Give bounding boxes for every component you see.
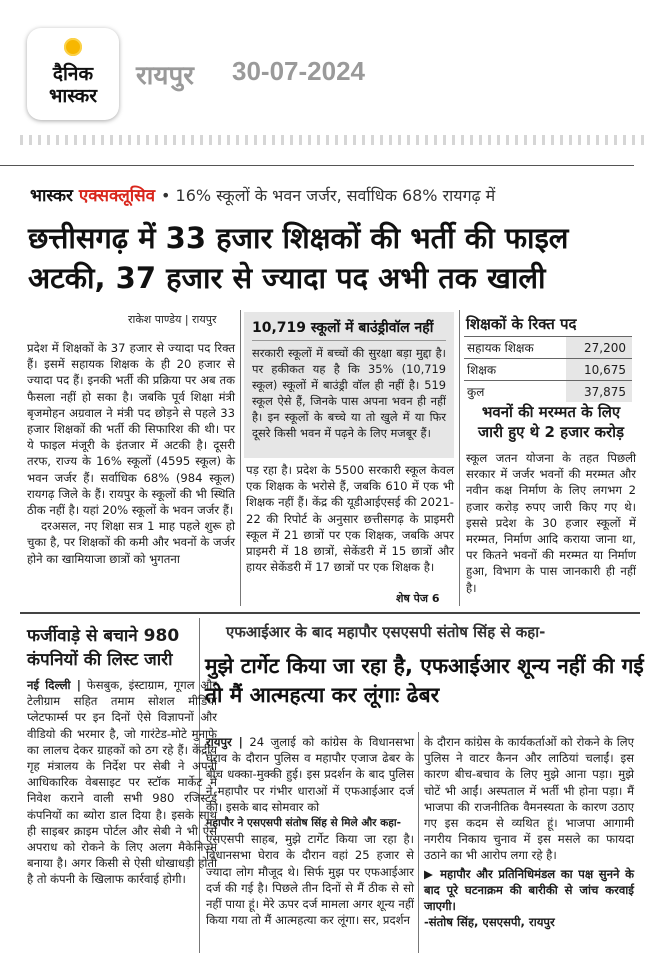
publication-date: 30-07-2024	[232, 56, 365, 86]
table-row	[464, 381, 632, 403]
boundary-wall-box	[244, 312, 454, 458]
kicker-subhead: • 16% स्कूलों के भवन जर्जर, सर्वाधिक 68% रायगढ़ में	[161, 186, 496, 205]
kicker-exclusive: एक्सक्लूसिव	[78, 186, 156, 206]
table-cell-value: 10,675	[566, 359, 632, 381]
repair-subheadline: भवनों की मरम्मत के लिए जारी हुए थे 2 हजार करोड़	[477, 403, 625, 441]
box-body: सरकारी स्कूलों में बच्चों की सुरक्षा बड़ा मुद्दा है। पर हकीकत यह है कि 35% (10,719 स्कूल) स्कूलों में बाउंड्री वॉल ही नहीं है। 519 स्कूल ऐसे हैं, जिनके पास अपना भवन ही नहीं है। इन स्कूलों के बच्चे या तो खुले में या फिर दूसरे किसी भवन में पढ़ने के लिए मजबूर हैं।	[252, 346, 446, 440]
table-row	[464, 359, 632, 381]
logo-line1: दैनिक	[52, 63, 94, 85]
byline: राकेश पाण्डेय | रायपुर	[128, 313, 217, 326]
box-title: 10,719 स्कूलों में बाउंड्रीवॉल नहीं	[252, 318, 446, 341]
quote-attribution: -संतोष सिंह, एसएसपी, रायपुर	[424, 915, 555, 930]
main-headline: छत्तीसगढ़ में 33 हजार शिक्षकों की भर्ती की फाइल अटकी, 37 हजार से ज्यादा पद अभी तक खाली	[28, 221, 569, 295]
column-rule	[459, 310, 460, 606]
kicker-brand: भास्कर	[30, 186, 73, 206]
sun-icon	[64, 38, 82, 56]
story-text: के दौरान कांग्रेस के कार्यकर्ताओं को रोकने के लिए पुलिस ने वाटर कैनन और लाठियां चलाईं। इस कारण बीच-बचाव के लिए मुझे आना पड़ा। मुझे चोटें भी आईं। अस्पताल में भर्ती भी होना पड़ा। मैं भाजपा की राजनीतिक वैमनस्यता के कारण उठाए गए इस कदम से व्यथित हूं। भाजपा आगामी नगरीय निकाय चुनाव में इस मसले का फायदा उठाने का भी आरोप लगा रहे है।	[424, 735, 634, 863]
page-top-strip	[20, 135, 650, 145]
table-cell-label: शिक्षक	[464, 359, 566, 381]
main-story-column-2: पड़ रहा है। प्रदेश के 5500 सरकारी स्कूल केवल एक शिक्षक के भरोसे हैं, जबकि 610 में एक भी शिक्षक नहीं हैं। केंद्र की यूडीआईएसई की 2021-22 की रिपोर्ट के अनुसार छत्तीसगढ़ के प्राइमरी स्कूल में 21 छात्रों पर एक शिक्षक, जबकि अपर प्राइमरी में 18 छात्रों, सेकेंडरी में 15 छात्रों और हायर सेकेंडरी में 17 छात्रों पर एक शिक्षक है।	[246, 463, 454, 575]
main-story-column-1	[27, 340, 235, 567]
sebi-headline: फर्जीवाड़े से बचाने 980 कंपनियों की लिस्ट जारी	[27, 626, 180, 670]
sebi-story-body	[27, 677, 217, 888]
story-subhead: महापौर ने एसएसपी संतोष सिंह से मिले और कहा-	[206, 817, 402, 830]
column-rule	[240, 310, 241, 606]
paragraph: प्रदेश में शिक्षकों के 37 हजार से ज्यादा पद रिक्त हैं। इसमें सहायक शिक्षक के ही 20 हजार से ज्यादा पद हैं। इनकी भर्ती की प्रक्रिया पर अब तक फैसला नहीं हो सका है। जबकि पूर्व शिक्षा मंत्री बृजमोहन अग्रवाल ने मंत्री पद छोड़ने से पहले 33 हजार शिक्षकों की भर्ती की सिफारिश की थी। पर ये फाइल मंजूरी के इंतजार में अटकी है। दूसरी तरफ, राज्य के 16% स्कूलों (4595 स्कूल) के भवन जर्जर हैं। सर्वाधिक 68% (984 स्कूल) रायगढ़ जिले के हैं। रायपुर के स्कूलों की भी स्थिति ठीक नहीं है। यहां 20% स्कूलों के भवन जर्जर हैं।	[27, 341, 235, 518]
paragraph: दरअसल, नए शिक्षा सत्र 1 माह पहले शुरू हो चुका है, पर शिक्षकों की कमी और भवनों के जर्जर होने का खामियाजा छात्रों को भुगतना	[27, 519, 235, 566]
newspaper-logo	[27, 28, 119, 120]
mayor-story-column-1	[206, 734, 414, 928]
story-text: एसएसपी साहब, मुझे टार्गेट किया जा रहा है। विधानसभा घेराव के दौरान वहां 25 हजार से ज्यादा लोग मौजूद थे। सिर्फ मुझ पर एफआईआर दर्ज की गई है। पिछले तीन दिनों से मैं ठीक से सो नहीं पाया हूं। मेरे ऊपर दर्ज मामला अगर शून्य नहीं किया गया तो मैं आत्महत्या कर लूंगा। सर, प्रदर्शन	[206, 832, 414, 928]
column-rule	[418, 732, 419, 953]
vacancy-table	[464, 336, 632, 402]
mayor-kicker: एफआईआर के बाद महापौर एसएसपी संतोष सिंह से कहा-	[226, 623, 546, 641]
dateline: रायपुर |	[206, 735, 243, 749]
dateline: नई दिल्ली |	[27, 678, 81, 692]
main-kicker	[30, 183, 495, 206]
story-text: 24 जुलाई को कांग्रेस के विधानसभा घेराव के दौरान पुलिस व महापौर एजाज ढेबर के बीच धक्का-मुक्की हुई। इस प्रदर्शन के बाद पुलिस ने महापौर पर गंभीर धाराओं में एफआईआर दर्ज की। इसके बाद सोमवार को	[206, 735, 414, 814]
logo-line2: भास्कर	[48, 85, 98, 107]
vacancy-title: शिक्षकों के रिक्त पद	[466, 315, 577, 333]
table-row	[464, 337, 632, 359]
table-cell-label: सहायक शिक्षक	[464, 337, 566, 359]
section-divider	[20, 612, 640, 614]
mayor-headline: मुझे टार्गेट किया जा रहा है, एफआईआर शून्य नहीं की गई तो मैं आत्महत्या कर लूंगाः ढेबर	[205, 654, 644, 707]
story-text: फेसबुक, इंस्टाग्राम, गूगल और टेलीग्राम सहित तमाम सोशल मीडिया प्लेटफार्म्स पर इन दिनों ऐसे विज्ञापनों और वीडियो की भरमार है, जो गारंटेड-मोटे मुनाफे का लालच देकर ग्राहकों को ठग रहे हैं। केंद्रीय गृह मंत्रालय के निर्देश पर सेबी ने अपनी आधिकारिक वेबसाइट पर स्टॉक मार्केट में निवेश कराने वाली सभी 980 रजिस्टर्ड कंपनियों का ब्योरा डाल दिया है। इसके साथ ही साइबर क्राइम पोर्टल और सेबी ने भी ऐसे अपराध को रोकने के लिए अलग मैकेनिज्म बनाया है। अगर किसी से ऐसी धोखाधड़ी होती है तो कंपनी के खिलाफ कार्रवाई होगी।	[27, 678, 217, 887]
edition-name: रायपुर	[136, 61, 194, 91]
table-cell-label: कुल	[464, 381, 566, 403]
continued-on-page: शेष पेज 6	[396, 592, 440, 605]
main-story-column-3: स्कूल जतन योजना के तहत पिछली सरकार में जर्जर भवनों की मरम्मत और नवीन कक्ष निर्माण के लिए लगभग 2 हजार करोड़ रुपए जारी किए गए थे। इससे प्रदेश के 30 हजार स्कूलों में मरम्मत, निर्माण आदि कराया जाना था, पर कितने भवनों की मरम्मत या निर्माण हुआ, विभाग के पास जानकारी ही नहीं है।	[466, 451, 636, 595]
table-cell-value: 27,200	[566, 337, 632, 359]
table-cell-value: 37,875	[566, 381, 632, 403]
divider	[0, 165, 634, 166]
ssp-quote: ▶ महापौर और प्रतिनिधिमंडल का पक्ष सुनने के बाद पूरे घटनाक्रम की बारीकी से जांच करवाई जाएगी।	[424, 866, 634, 914]
mayor-story-column-2	[424, 734, 634, 930]
